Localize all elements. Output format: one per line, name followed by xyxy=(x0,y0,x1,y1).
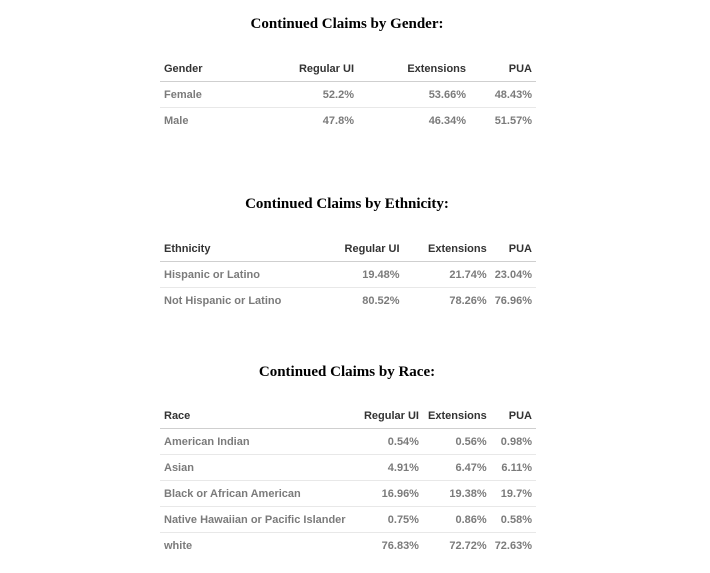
table-row xyxy=(160,507,536,533)
table-row xyxy=(160,533,536,559)
table-cell: 76.96% xyxy=(494,294,532,307)
table-cell: 52.2% xyxy=(264,82,358,108)
table-cell: 46.34% xyxy=(428,114,466,127)
column-header: PUA xyxy=(491,236,536,262)
column-header: PUA xyxy=(491,403,536,429)
table-cell: 4.91% xyxy=(356,455,423,481)
race-table xyxy=(160,403,536,558)
table-cell: 0.54% xyxy=(356,429,423,455)
table-cell: 78.26% xyxy=(449,294,487,307)
table-row xyxy=(160,481,536,507)
column-header: Extensions xyxy=(423,403,491,429)
table-cell: Black or African American xyxy=(160,481,356,507)
table-cell: 6.47% xyxy=(423,455,491,481)
column-header: Extensions xyxy=(358,56,470,82)
gender-table xyxy=(160,56,536,133)
table-cell: 0.58% xyxy=(491,507,536,533)
table-cell: 23.04% xyxy=(491,262,536,288)
column-header: Race xyxy=(160,403,356,429)
table-cell: Female xyxy=(160,82,264,108)
table-cell: 51.57% xyxy=(494,114,532,127)
table-cell: 19.38% xyxy=(423,481,491,507)
table-header-row xyxy=(160,56,536,82)
table-row xyxy=(160,108,536,134)
table-cell: Native Hawaiian or Pacific Islander xyxy=(160,507,356,533)
column-header: Regular UI xyxy=(317,236,404,262)
column-header: Ethnicity xyxy=(160,236,317,262)
table-cell: Asian xyxy=(160,455,356,481)
table-row xyxy=(160,82,536,108)
table-row xyxy=(160,288,536,314)
column-header: Gender xyxy=(160,56,264,82)
gender-section-title: Continued Claims by Gender: xyxy=(250,16,444,32)
table-cell: Male xyxy=(164,114,189,127)
table-cell: 72.63% xyxy=(494,539,532,552)
table-row xyxy=(160,262,536,288)
table-cell: 0.98% xyxy=(491,429,536,455)
table-header-row xyxy=(160,236,536,262)
column-header: PUA xyxy=(470,56,536,82)
table-cell: Hispanic or Latino xyxy=(160,262,317,288)
table-cell: 47.8% xyxy=(322,114,354,127)
table-cell: 19.48% xyxy=(317,262,404,288)
table-cell: white xyxy=(164,539,193,552)
column-header: Extensions xyxy=(404,236,491,262)
race-section-title: Continued Claims by Race: xyxy=(258,364,436,380)
table-cell: 16.96% xyxy=(356,481,423,507)
table-cell: 72.72% xyxy=(449,539,487,552)
ethnicity-table xyxy=(160,236,536,313)
table-cell: 0.86% xyxy=(423,507,491,533)
table-cell: Not Hispanic or Latino xyxy=(164,294,282,307)
table-cell: 0.75% xyxy=(356,507,423,533)
table-header-row xyxy=(160,403,536,429)
table-row xyxy=(160,455,536,481)
table-cell: 48.43% xyxy=(470,82,536,108)
table-cell: 19.7% xyxy=(491,481,536,507)
table-cell: 53.66% xyxy=(358,82,470,108)
column-header: Regular UI xyxy=(264,56,358,82)
table-cell: American Indian xyxy=(160,429,356,455)
column-header: Regular UI xyxy=(356,403,423,429)
table-row xyxy=(160,429,536,455)
table-cell: 0.56% xyxy=(423,429,491,455)
table-cell: 76.83% xyxy=(381,539,419,552)
table-cell: 21.74% xyxy=(404,262,491,288)
table-cell: 6.11% xyxy=(491,455,536,481)
table-cell: 80.52% xyxy=(362,294,400,307)
ethnicity-section-title: Continued Claims by Ethnicity: xyxy=(245,196,449,212)
